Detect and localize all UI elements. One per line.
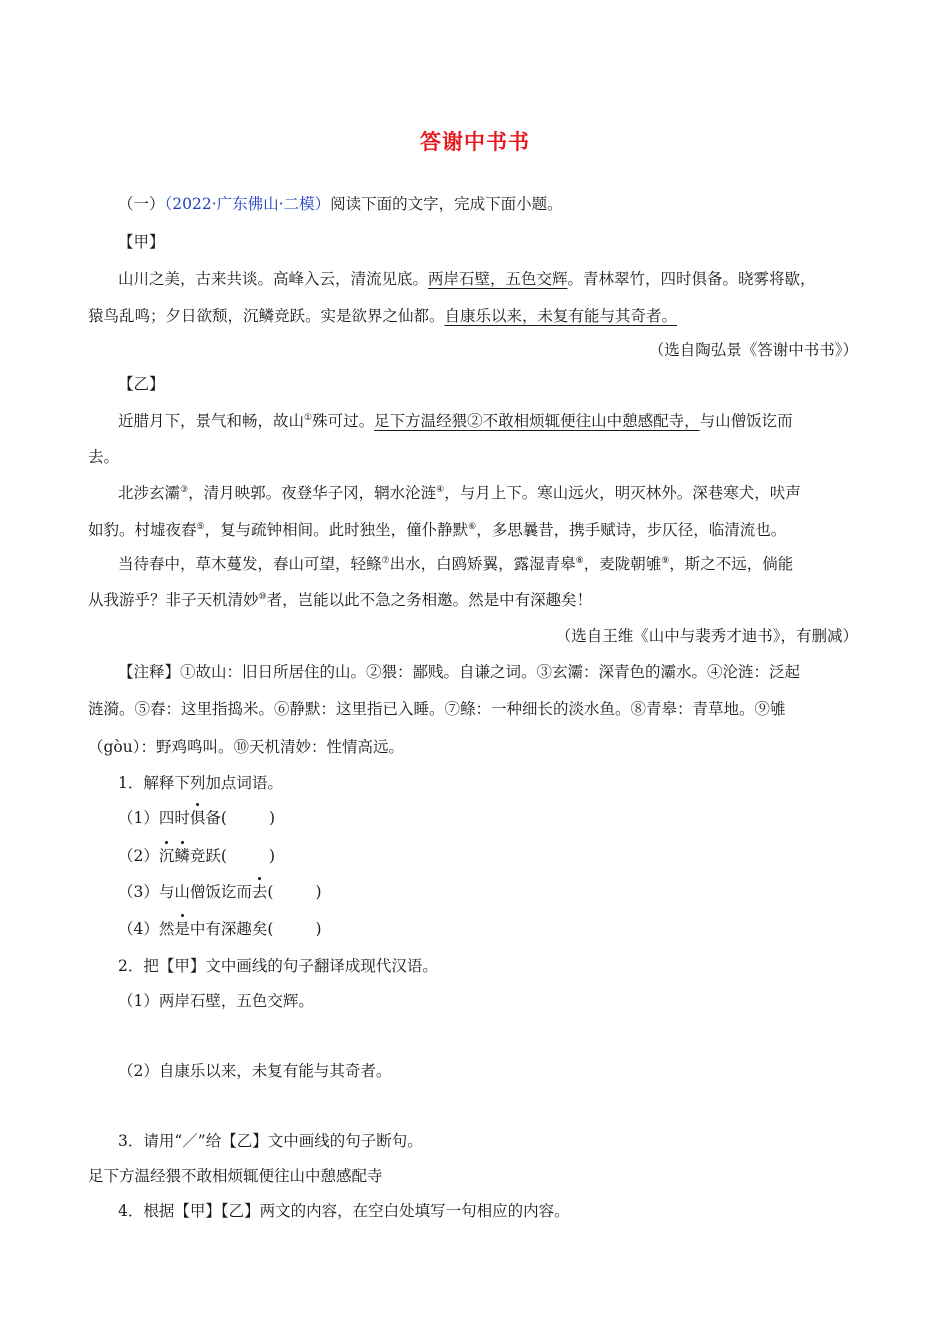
yi-para-3-line-1: 当待春中，草木蔓发，春山可望，轻鲦⑦出水，白鸥矫翼，露湿青皋⑧，麦陇朝雊⑨，斯之不远，倘能 (118, 555, 794, 573)
dotted-char: 去 (251, 883, 268, 901)
jia-citation: （选自陶弘景《答谢中书书》） (648, 341, 858, 359)
yi-para-3-line-2: 从我游乎？非子天机清妙⑩者，岂能以此不急之务相邀。然是中有深趣矣！ (88, 591, 593, 609)
note-marker: ⑩ (258, 591, 267, 602)
jia-underlined-sentence-2: 自康乐以来，未复有能与其奇者。 (444, 307, 678, 325)
question-1-stem: 1．解释下列加点词语。 (118, 774, 283, 792)
question-4-stem: 4．根据【甲】【乙】两文的内容，在空白处填写一句相应的内容。 (118, 1202, 570, 1220)
yi-para-2-line-1: 北涉玄灞③，清月映郭。夜登华子冈，辋水沦涟④，与月上下。寒山远火，明灭林外。深巷寒犬，吠声 (118, 484, 801, 502)
question-1-item-4: （4）然是中有深趣矣( ) (118, 920, 322, 938)
dotted-char: 鳞 (174, 847, 190, 865)
note-marker: ⑤ (196, 521, 205, 532)
note-marker: ⑥ (468, 521, 477, 532)
section-number: （一） (118, 195, 165, 213)
note-marker: ⑧ (575, 555, 584, 566)
yi-underlined-sentence: 足下方温经猥②不敢相烦辄便往山中憩感配寺， (374, 412, 700, 430)
intro-line (118, 193, 898, 215)
jia-line-2: 猿鸟乱鸣；夕日欲颓，沉鳞竞跃。实是欲界之仙都。自康乐以来，未复有能与其奇者。 (88, 307, 678, 325)
yi-citation: （选自王维《山中与裴秀才迪书》，有删减） (555, 627, 858, 645)
question-1-item-3: （3）与山僧饭讫而去( ) (118, 883, 322, 901)
note-marker: ③ (180, 484, 189, 495)
yi-label: 【乙】 (118, 375, 165, 393)
question-2-sentence-2: （2）自康乐以来，未复有能与其奇者。 (118, 1062, 392, 1080)
yi-para-1-line-2: 去。 (88, 448, 120, 466)
yi-para-2-line-2: 如豹。村墟夜舂⑤，复与疏钟相间。此时独坐，僮仆静默⑥，多思曩昔，携手赋诗，步仄径，临清流也。 (88, 521, 787, 539)
question-3-sentence: 足下方温经猥不敢相烦辄便往山中憩感配寺 (88, 1167, 383, 1185)
dotted-char: 沉 (158, 847, 175, 865)
question-1-item-2: （2）沉鳞竞跃( ) (118, 847, 276, 865)
notes-line-1: 【注释】①故山：旧日所居住的山。②猥：鄙贱。自谦之词。③玄灞：深青色的灞水。④沦涟：泛起 (118, 663, 801, 681)
note-marker: ① (304, 412, 313, 423)
note-marker: ④ (436, 484, 445, 495)
intro-instruction: 阅读下面的文字，完成下面小题。 (330, 195, 563, 213)
source-link[interactable]: （2022·广东佛山·二模） (164, 195, 331, 213)
notes-line-2: 涟漪。⑤舂：这里指捣米。⑥静默：这里指已入睡。⑦鲦：一种细长的淡水鱼。⑧青皋：青草地。⑨雊 (88, 700, 786, 718)
question-2-sentence-1: （1）两岸石壁，五色交辉。 (118, 992, 314, 1010)
yi-para-1-line-1: 近腊月下，景气和畅，故山①殊可过。足下方温经猥②不敢相烦辄便往山中憩感配寺，与山僧饭讫而 (118, 412, 793, 430)
notes-line-3: （gòu）：野鸡鸣叫。⑩天机清妙：性情高远。 (88, 738, 404, 756)
question-1-item-1: （1）四时俱备( ) (118, 809, 276, 827)
jia-line-1: 山川之美，古来共谈。高峰入云，清流见底。两岸石壁，五色交辉。青林翠竹，四时俱备。晓雾将歇， (118, 270, 816, 288)
jia-underlined-sentence-1: 两岸石壁，五色交辉 (428, 270, 568, 288)
dotted-char: 是 (174, 920, 190, 938)
jia-label: 【甲】 (118, 233, 165, 251)
note-marker: ⑦ (381, 555, 390, 566)
note-marker: ⑨ (661, 555, 670, 566)
question-2-stem: 2．把【甲】文中画线的句子翻译成现代汉语。 (118, 957, 438, 975)
page-title: 答谢中书书 (420, 130, 530, 154)
dotted-char: 俱 (189, 809, 206, 827)
question-3-stem: 3．请用“／”给【乙】文中画线的句子断句。 (118, 1132, 423, 1150)
